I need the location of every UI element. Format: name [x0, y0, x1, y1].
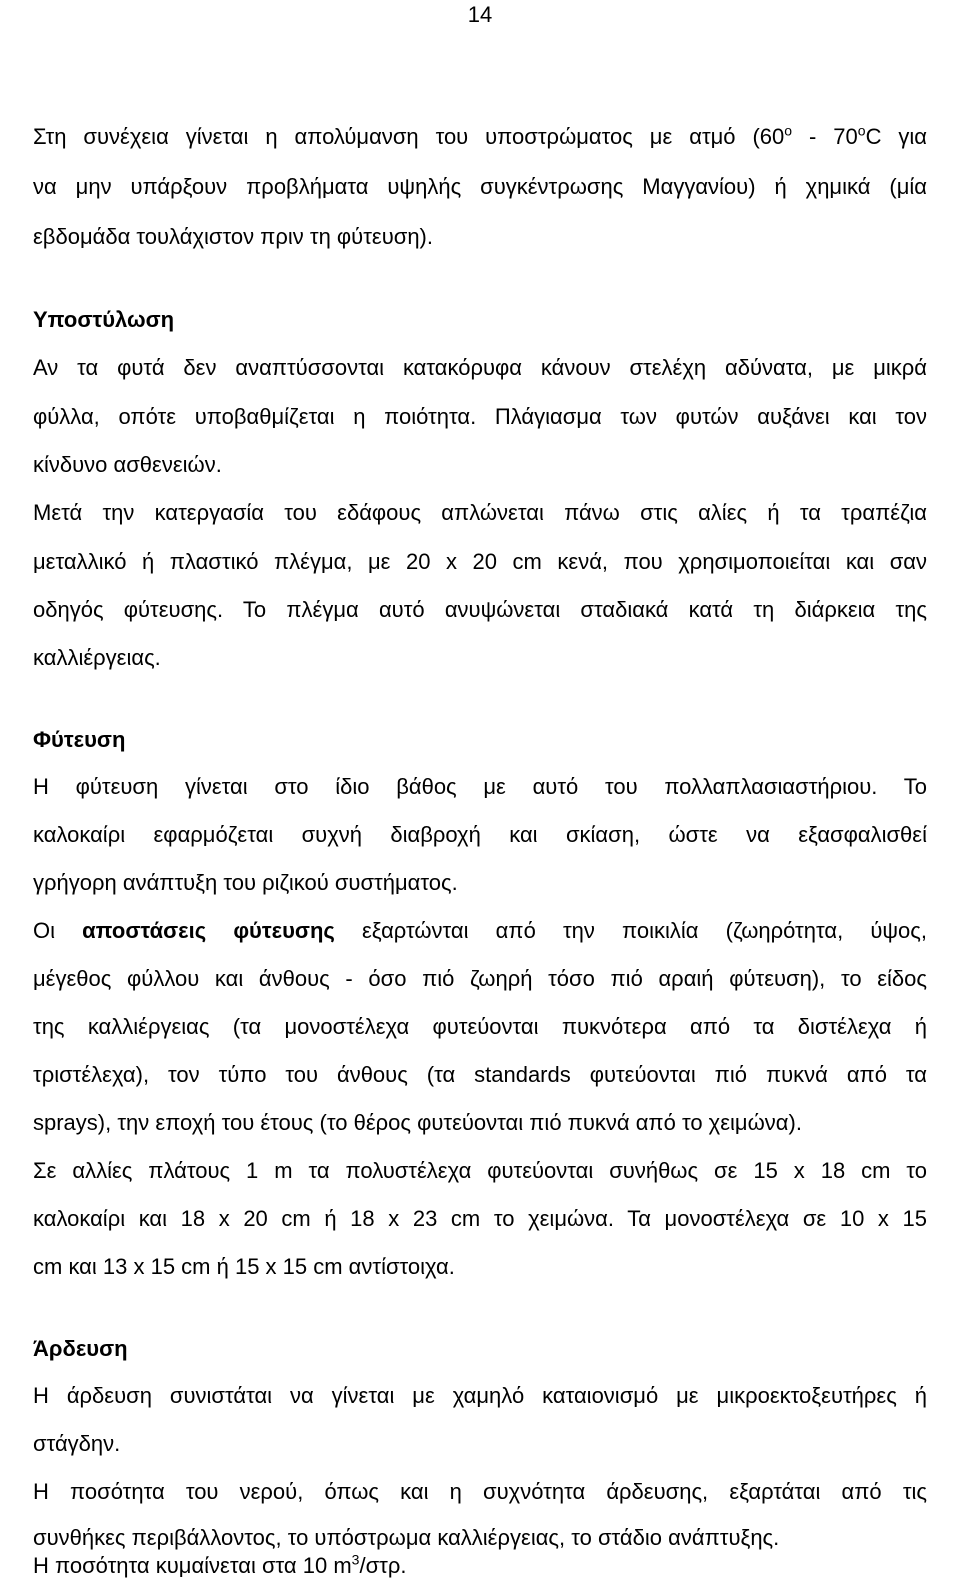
text-run: - 70 [792, 124, 858, 149]
paragraph-line: Μετά την κατεργασία του εδάφους απλώνεται πάνω στις αλίες ή τα τραπέζια [33, 500, 927, 525]
paragraph-line: της καλλιέργειας (τα μονοστέλεχα φυτεύονται πυκνότερα από τα διστέλεχα ή [33, 1014, 927, 1039]
paragraph-line: Αν τα φυτά δεν αναπτύσσονται κατακόρυφα κάνουν στελέχη αδύνατα, με μικρά [33, 355, 927, 380]
paragraph-line: μεταλλικό ή πλαστικό πλέγμα, με 20 x 20 cm κενά, που χρησιμοποιείται και σαν [33, 549, 927, 574]
text-run: εξαρτώνται από την ποικιλία (ζωηρότητα, ύψος, [334, 918, 927, 943]
text-run: Οι [33, 918, 83, 943]
superscript-degree: ο [784, 122, 793, 139]
paragraph-line: sprays), την εποχή του έτους (το θέρος φυτεύονται πιό πυκνά από το χειμώνα). [33, 1110, 802, 1135]
paragraph-line: Η άρδευση συνιστάται να γίνεται με χαμηλό καταιονισμό με μικροεκτοξευτήρες ή [33, 1383, 927, 1408]
superscript-degree: ο [857, 122, 866, 139]
text-run: Στη συνέχεια γίνεται η απολύμανση του υποστρώματος με ατμό (60 [33, 124, 785, 149]
paragraph-line: στάγδην. [33, 1431, 121, 1456]
superscript-cubed: 3 [351, 1551, 360, 1568]
paragraph-line: φύλλα, οπότε υποβαθμίζεται η ποιότητα. Πλάγιασμα των φυτών αυξάνει και τον [33, 404, 927, 429]
paragraph-line: cm και 13 x 15 cm ή 15 x 15 cm αντίστοιχα. [33, 1254, 455, 1279]
paragraph-line: να μην υπάρξουν προβλήματα υψηλής συγκέντρωσης Μαγγανίου) ή χημικά (μία [33, 174, 927, 199]
paragraph-line: Η φύτευση γίνεται στο ίδιο βάθος με αυτό του πολλαπλασιαστήριου. Το [33, 774, 927, 799]
paragraph-line: καλοκαίρι και 18 x 20 cm ή 18 x 23 cm το χειμώνα. Τα μονοστέλεχα σε 10 x 15 [33, 1206, 927, 1231]
paragraph-line [33, 918, 927, 944]
page-number: 14 [467, 2, 493, 27]
section-heading-planting: Φύτευση [33, 727, 126, 752]
paragraph-line: γρήγορη ανάπτυξη του ριζικού συστήματος. [33, 870, 458, 895]
paragraph-line: εβδομάδα τουλάχιστον πριν τη φύτευση). [33, 224, 433, 249]
paragraph-line: καλλιέργειας. [33, 645, 161, 670]
paragraph-line: συνθήκες περιβάλλοντος, το υπόστρωμα καλλιέργειας, το στάδιο ανάπτυξης. [33, 1525, 780, 1550]
text-run: C για [865, 124, 927, 149]
paragraph-line [33, 1553, 927, 1579]
text-run: /στρ. [359, 1553, 407, 1578]
paragraph-line: Σε αλλίες πλάτους 1 m τα πολυστέλεχα φυτεύονται συνήθως σε 15 x 18 cm το [33, 1158, 927, 1183]
paragraph-line: μέγεθος φύλλου και άνθους - όσο πιό ζωηρή τόσο πιό αραιή φύτευση), το είδος [33, 966, 927, 991]
paragraph-line: καλοκαίρι εφαρμόζεται συχνή διαβροχή και σκίαση, ώστε να εξασφαλισθεί [33, 822, 927, 847]
section-heading-irrigation: Άρδευση [33, 1336, 128, 1361]
text-run: Η ποσότητα κυμαίνεται στα 10 m [33, 1553, 352, 1578]
paragraph-line: τριστέλεχα), τον τύπο του άνθους (τα standards φυτεύονται πιό πυκνά από τα [33, 1062, 927, 1087]
paragraph-line: Η ποσότητα του νερού, όπως και η συχνότητα άρδευσης, εξαρτάται από τις [33, 1479, 927, 1504]
paragraph-line [33, 124, 927, 150]
bold-text-run: αποστάσεις φύτευσης [82, 918, 335, 943]
paragraph-line: οδηγός φύτευσης. Το πλέγμα αυτό ανυψώνεται σταδιακά κατά τη διάρκεια της [33, 597, 927, 622]
section-heading-support: Υποστύλωση [33, 307, 175, 332]
paragraph-line: κίνδυνο ασθενειών. [33, 452, 222, 477]
